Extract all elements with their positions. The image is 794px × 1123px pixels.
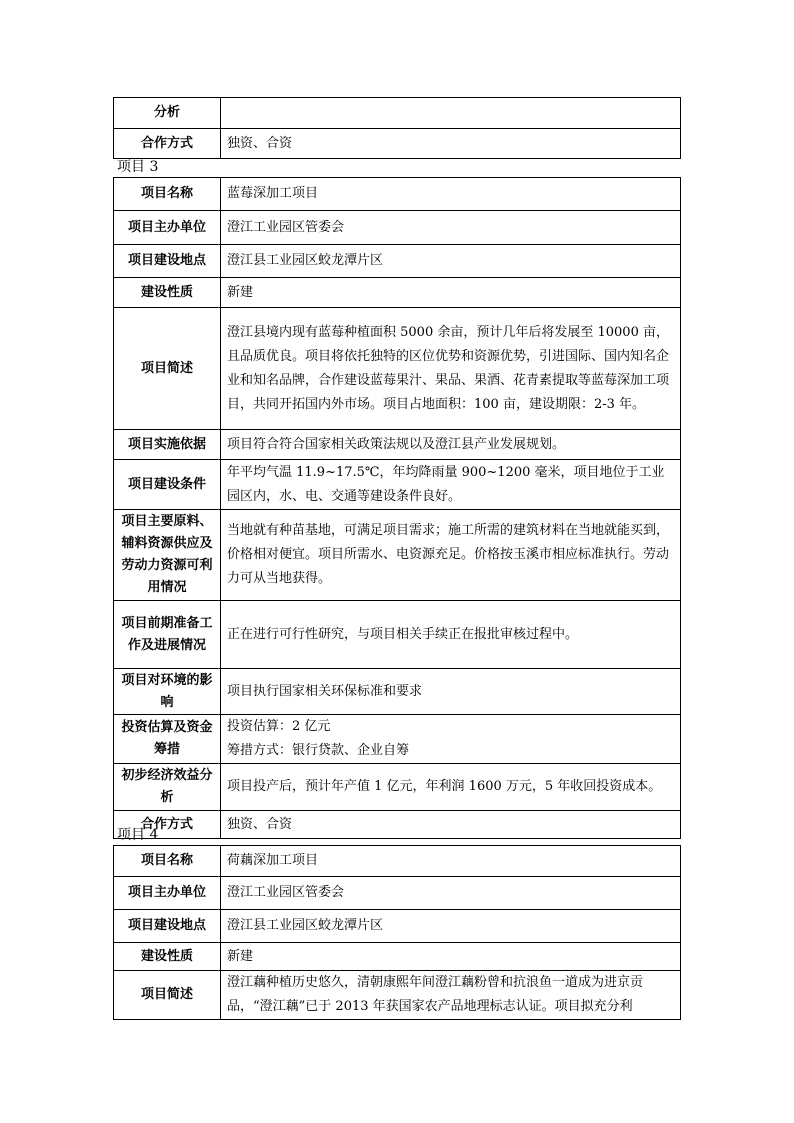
row-label: 合作方式 — [114, 129, 221, 159]
table-row — [114, 178, 681, 211]
row-label: 项目前期准备工作及进展情况 — [114, 601, 221, 669]
row-label: 合作方式 — [114, 811, 221, 839]
row-label: 初步经济效益分析 — [114, 764, 221, 811]
row-label: 项目主办单位 — [114, 877, 221, 910]
investment-estimate: 投资估算：2 亿元 — [227, 719, 331, 734]
row-label: 建设性质 — [114, 943, 221, 971]
row-value: 项目投产后，预计年产值 1 亿元，年利润 1600 万元，5 年收回投资成本。 — [221, 764, 681, 811]
row-value — [221, 98, 681, 129]
row-value: 澄江工业园区管委会 — [221, 877, 681, 910]
row-label: 项目对环境的影响 — [114, 669, 221, 715]
row-value: 当地就有种苗基地，可满足项目需求；施工所需的建筑材料在当地就能买到，价格相对便宜。项目所需水、电资源充足。价格按玉溪市相应标准执行。劳动力可从当地获得。 — [221, 510, 681, 601]
row-value: 独资、合资 — [221, 129, 681, 159]
row-label: 项目简述 — [114, 308, 221, 430]
row-value: 澄江县工业园区蛟龙潭片区 — [221, 910, 681, 943]
table-row — [114, 846, 681, 877]
row-label: 项目名称 — [114, 178, 221, 211]
table-row — [114, 877, 681, 910]
table-row — [114, 601, 681, 669]
table-row — [114, 129, 681, 159]
project-3-table — [113, 177, 681, 839]
row-value: 荷藕深加工项目 — [221, 846, 681, 877]
row-value: 新建 — [221, 278, 681, 308]
table-row — [114, 910, 681, 943]
row-value: 澄江工业园区管委会 — [221, 211, 681, 245]
row-label: 项目简述 — [114, 971, 221, 1020]
row-value: 项目执行国家相关环保标准和要求 — [221, 669, 681, 715]
row-value: 新建 — [221, 943, 681, 971]
row-value: 项目符合符合国家相关政策法规以及澄江县产业发展规划。 — [221, 430, 681, 460]
row-value: 蓝莓深加工项目 — [221, 178, 681, 211]
project-4-heading: 项目 4 — [117, 827, 159, 843]
row-value — [221, 715, 681, 764]
row-value: 澄江县工业园区蛟龙潭片区 — [221, 245, 681, 278]
row-value: 澄江县境内现有蓝莓种植面积 5000 余亩，预计几年后将发展至 10000 亩，且品质优良。项目将依托独特的区位优势和资源优势，引进国际、国内知名企业和知名品牌，合作建设蓝莓果汁、果品、果酒、花青素提取等蓝莓深加工项目，共同开拓国内外市场。项目占地面积：100 亩，建设期限：2-3 年。 — [221, 308, 681, 430]
table-row — [114, 460, 681, 510]
row-label: 项目建设地点 — [114, 910, 221, 943]
table-row — [114, 211, 681, 245]
table-row — [114, 669, 681, 715]
table-row — [114, 308, 681, 430]
row-label: 建设性质 — [114, 278, 221, 308]
row-label: 投资估算及资金筹措 — [114, 715, 221, 764]
row-label: 项目建设条件 — [114, 460, 221, 510]
row-label: 项目名称 — [114, 846, 221, 877]
table-row — [114, 245, 681, 278]
row-label: 项目实施依据 — [114, 430, 221, 460]
table-row — [114, 811, 681, 839]
table-row — [114, 764, 681, 811]
table-row — [114, 971, 681, 1020]
table-row — [114, 943, 681, 971]
table-row — [114, 98, 681, 129]
table-row — [114, 430, 681, 460]
table-row — [114, 510, 681, 601]
project-3-heading: 项目 3 — [117, 159, 159, 175]
row-value: 年平均气温 11.9~17.5℃，年均降雨量 900~1200 毫米，项目地位于工业园区内，水、电、交通等建设条件良好。 — [221, 460, 681, 510]
row-label: 项目主要原料、辅料资源供应及劳动力资源可利用情况 — [114, 510, 221, 601]
project-4-table — [113, 845, 681, 1020]
row-value: 正在进行可行性研究，与项目相关手续正在报批审核过程中。 — [221, 601, 681, 669]
row-value: 澄江藕种植历史悠久，清朝康熙年间澄江藕粉曾和抗浪鱼一道成为进京贡品，“澄江藕”已于 2013 年获国家农产品地理标志认证。项目拟充分利 — [221, 971, 681, 1020]
table-row — [114, 278, 681, 308]
project-2-table-tail — [113, 97, 681, 159]
table-row — [114, 715, 681, 764]
row-value: 独资、合资 — [221, 811, 681, 839]
row-label: 项目主办单位 — [114, 211, 221, 245]
row-label: 项目建设地点 — [114, 245, 221, 278]
row-label: 分析 — [114, 98, 221, 129]
funding-method: 筹措方式：银行贷款、企业自筹 — [227, 743, 410, 758]
